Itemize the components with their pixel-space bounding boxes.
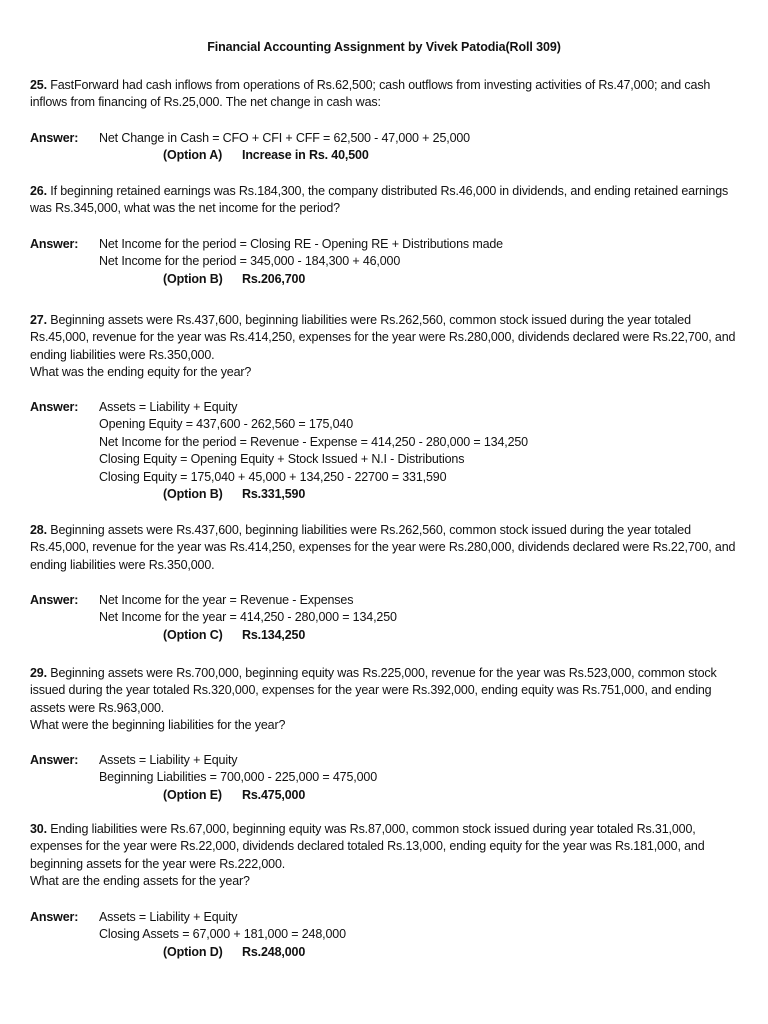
answer-text: Assets = Liability + Equity (99, 400, 238, 414)
question-30 (30, 821, 742, 891)
option-label: (Option A) (163, 148, 223, 163)
answer-option (30, 787, 742, 804)
answer-text: Net Income for the period = 345,000 - 184,300 + 46,000 (99, 254, 401, 269)
answer-line (30, 609, 742, 626)
question-number: 26. (30, 184, 47, 198)
answer-line (30, 769, 742, 786)
answer-line (30, 399, 742, 416)
answer-26 (30, 236, 742, 288)
question-number: 28. (30, 523, 47, 537)
option-label: (Option D) (163, 944, 223, 959)
option-label: (Option E) (163, 787, 222, 802)
question-27 (30, 312, 742, 382)
answer-text: Net Income for the year = Revenue - Expenses (99, 593, 354, 607)
question-prompt: What was the ending equity for the year? (30, 365, 252, 380)
answer-label: Answer: (30, 593, 79, 607)
answer-text: Net Income for the period = Closing RE - Opening RE + Distributions made (99, 237, 503, 251)
answer-line (30, 253, 742, 270)
answer-text: Opening Equity = 437,600 - 262,560 = 175,040 (99, 417, 354, 432)
answer-line (30, 236, 742, 253)
question-text: Beginning assets were Rs.700,000, beginning equity was Rs.225,000, revenue for the year was Rs.523,000, common stock issued during the year totaled Rs.320,000, expenses for the year were Rs.392,000, ending equity was Rs.751,000, and ending assets were Rs.963,000. (30, 666, 717, 715)
answer-line (30, 434, 742, 451)
answer-27 (30, 399, 742, 503)
answer-text: Closing Equity = Opening Equity + Stock Issued + N.I - Distributions (99, 452, 465, 467)
answer-line (30, 451, 742, 468)
answer-label: Answer: (30, 400, 79, 414)
answer-28 (30, 592, 742, 644)
question-29 (30, 665, 742, 735)
answer-text: Net Change in Cash = CFO + CFI + CFF = 62,500 - 47,000 + 25,000 (99, 131, 470, 145)
question-text: Ending liabilities were Rs.67,000, beginning equity was Rs.87,000, common stock issued during year totaled Rs.31,000, expenses for the year were Rs.22,000, dividends declared totaled Rs.13,000, ending equity for the year was Rs.181,000, and beginning assets for the year were Rs.222,000. (30, 822, 705, 871)
question-number: 29. (30, 666, 47, 680)
question-prompt: What are the ending assets for the year? (30, 874, 250, 889)
answer-option (30, 944, 742, 961)
answer-option (30, 271, 742, 288)
option-value: Rs.248,000 (242, 944, 306, 959)
answer-option (30, 147, 742, 164)
answer-text: Closing Equity = 175,040 + 45,000 + 134,250 - 22700 = 331,590 (99, 469, 447, 484)
question-28 (30, 522, 742, 574)
answer-line (30, 752, 742, 769)
answer-option (30, 486, 742, 503)
option-label: (Option B) (163, 486, 223, 501)
question-number: 27. (30, 313, 47, 327)
answer-text: Beginning Liabilities = 700,000 - 225,000 = 475,000 (99, 770, 377, 785)
answer-label: Answer: (30, 237, 79, 251)
question-prompt: What were the beginning liabilities for the year? (30, 718, 286, 733)
option-value: Rs.331,590 (242, 486, 306, 501)
question-number: 30. (30, 822, 47, 836)
option-label: (Option B) (163, 271, 223, 286)
question-text: FastForward had cash inflows from operations of Rs.62,500; cash outflows from investing activities of Rs.47,000; and cash inflows from financing of Rs.25,000. The net change in cash was: (30, 78, 711, 110)
question-26 (30, 183, 742, 218)
option-value: Increase in Rs. 40,500 (242, 148, 369, 163)
answer-line (30, 926, 742, 943)
answer-30 (30, 909, 742, 961)
answer-text: Assets = Liability + Equity (99, 910, 238, 924)
answer-label: Answer: (30, 131, 79, 145)
answer-line (30, 592, 742, 609)
question-text: If beginning retained earnings was Rs.184,300, the company distributed Rs.46,000 in dividends, and ending retained earnings was Rs.345,000, what was the net income for the period? (30, 184, 729, 216)
document-title: Financial Accounting Assignment by Vivek Patodia(Roll 309) (207, 40, 561, 54)
question-25 (30, 77, 742, 112)
option-value: Rs.475,000 (242, 787, 306, 802)
answer-text: Assets = Liability + Equity (99, 753, 238, 767)
answer-25 (30, 130, 742, 165)
answer-option (30, 627, 742, 644)
answer-label: Answer: (30, 753, 79, 767)
option-value: Rs.206,700 (242, 271, 306, 286)
answer-text: Net Income for the year = 414,250 - 280,000 = 134,250 (99, 610, 397, 625)
question-number: 25. (30, 78, 47, 92)
question-text: Beginning assets were Rs.437,600, beginning liabilities were Rs.262,560, common stock issued during the year totaled Rs.45,000, revenue for the year was Rs.414,250, expenses for the year were Rs.280,000, dividends declared were Rs.22,700, and ending liabilities were Rs.350,000. (30, 313, 736, 362)
option-value: Rs.134,250 (242, 627, 306, 642)
answer-label: Answer: (30, 910, 79, 924)
answer-line (30, 469, 742, 486)
answer-text: Net Income for the period = Revenue - Expense = 414,250 - 280,000 = 134,250 (99, 434, 528, 449)
answer-line (30, 416, 742, 433)
option-label: (Option C) (163, 627, 223, 642)
question-text: Beginning assets were Rs.437,600, beginning liabilities were Rs.262,560, common stock issued during the year totaled Rs.45,000, revenue for the year was Rs.414,250, expenses for the year were Rs.280,000, dividends declared were Rs.22,700, and ending liabilities were Rs.350,000. (30, 523, 736, 572)
answer-line (30, 130, 742, 147)
answer-text: Closing Assets = 67,000 + 181,000 = 248,000 (99, 927, 346, 942)
answer-29 (30, 752, 742, 804)
answer-line (30, 909, 742, 926)
